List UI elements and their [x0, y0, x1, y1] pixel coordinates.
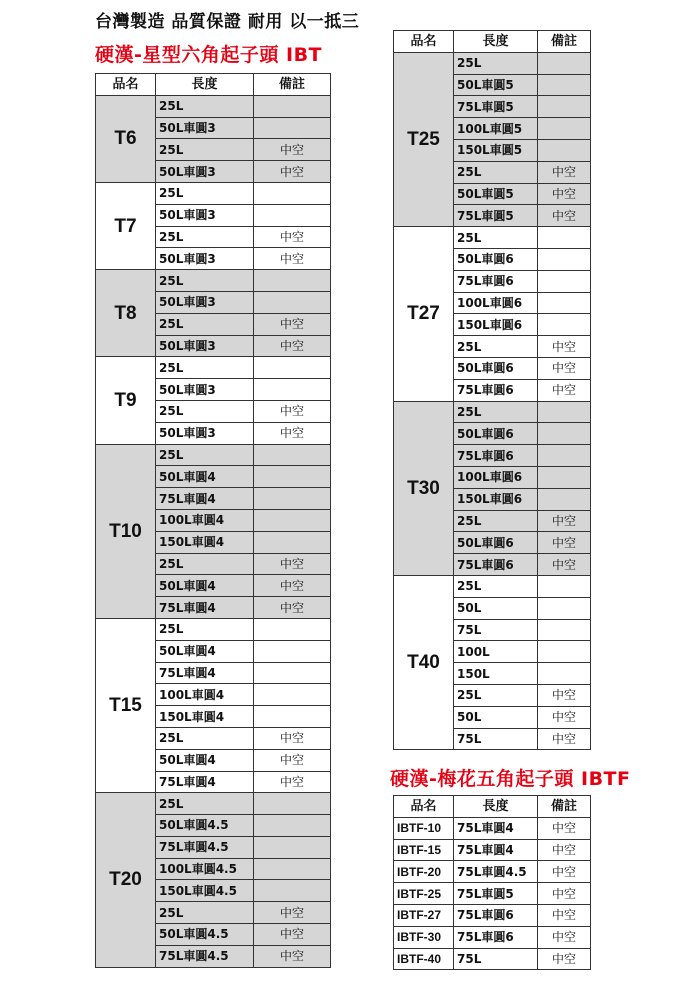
- note-cell: 中空: [538, 706, 591, 728]
- note-cell: [254, 357, 331, 379]
- note-cell: [254, 706, 331, 728]
- length-cell: 75L車圓5: [454, 96, 538, 118]
- note-cell: 中空: [538, 948, 591, 970]
- product-code-cell: IBTF-27: [394, 904, 454, 926]
- header-row: [394, 796, 591, 818]
- note-cell: [538, 641, 591, 663]
- note-cell: [254, 488, 331, 510]
- length-cell: 50L車圓4.5: [156, 815, 254, 837]
- note-cell: 中空: [254, 749, 331, 771]
- length-cell: 100L車圓5: [454, 118, 538, 140]
- length-cell: 25L: [156, 793, 254, 815]
- table-row: [96, 618, 331, 640]
- note-cell: 中空: [254, 248, 331, 270]
- note-cell: [538, 74, 591, 96]
- note-cell: [538, 466, 591, 488]
- table-header: [96, 74, 331, 96]
- length-cell: 100L: [454, 641, 538, 663]
- table-row: [394, 817, 591, 839]
- length-cell: 75L車圓4: [156, 488, 254, 510]
- note-cell: 中空: [254, 139, 331, 161]
- note-cell: [538, 292, 591, 314]
- column-header-name: 品名: [394, 796, 454, 818]
- note-cell: 中空: [254, 400, 331, 422]
- length-cell: 75L車圓6: [454, 379, 538, 401]
- product-code-cell: IBTF-20: [394, 861, 454, 883]
- note-cell: 中空: [538, 205, 591, 227]
- product-name-cell: T25: [394, 52, 454, 226]
- table-body: [394, 817, 591, 970]
- note-cell: [254, 182, 331, 204]
- note-cell: [254, 117, 331, 139]
- product-name-cell: T8: [96, 270, 156, 357]
- length-cell: 75L車圓6: [454, 270, 538, 292]
- column-header-length: 長度: [454, 796, 538, 818]
- note-cell: 中空: [254, 924, 331, 946]
- length-cell: 50L車圓6: [454, 248, 538, 270]
- length-cell: 50L車圓4: [156, 749, 254, 771]
- length-cell: 50L: [454, 706, 538, 728]
- length-cell: 25L: [156, 139, 254, 161]
- length-cell: 25L: [156, 727, 254, 749]
- note-cell: [254, 509, 331, 531]
- note-cell: [538, 663, 591, 685]
- slogan-heading: 台灣製造 品質保證 耐用 以一抵三: [95, 12, 360, 32]
- note-cell: [254, 858, 331, 880]
- length-cell: 75L: [454, 728, 538, 750]
- length-cell: 50L: [454, 597, 538, 619]
- table-body: [96, 95, 331, 967]
- column-header-name: 品名: [394, 31, 454, 53]
- column-header-note: 備註: [538, 796, 591, 818]
- length-cell: 75L車圓5: [454, 883, 538, 905]
- note-cell: 中空: [538, 817, 591, 839]
- length-cell: 75L車圓4: [156, 662, 254, 684]
- length-cell: 75L車圓6: [454, 904, 538, 926]
- length-cell: 75L車圓4: [156, 771, 254, 793]
- length-cell: 25L: [454, 575, 538, 597]
- note-cell: [538, 445, 591, 467]
- ibtf-section-title: 硬漢-梅花五角起子頭 IBTF: [390, 768, 631, 790]
- length-cell: 50L車圓3: [156, 248, 254, 270]
- note-cell: 中空: [538, 532, 591, 554]
- length-cell: 100L車圓4: [156, 509, 254, 531]
- length-cell: 25L: [156, 313, 254, 335]
- product-code-cell: IBTF-15: [394, 839, 454, 861]
- note-cell: [254, 444, 331, 466]
- length-cell: 25L: [454, 510, 538, 532]
- length-cell: 100L車圓4: [156, 684, 254, 706]
- table-row: [394, 839, 591, 861]
- length-cell: 150L車圓4: [156, 531, 254, 553]
- note-cell: [538, 597, 591, 619]
- length-cell: 75L車圓4.5: [454, 861, 538, 883]
- header-row: [96, 74, 331, 96]
- length-cell: 50L車圓4.5: [156, 924, 254, 946]
- note-cell: 中空: [254, 161, 331, 183]
- note-cell: 中空: [538, 926, 591, 948]
- table-row: [96, 357, 331, 379]
- column-header-note: 備註: [254, 74, 331, 96]
- note-cell: [538, 248, 591, 270]
- note-cell: [254, 618, 331, 640]
- note-cell: [538, 118, 591, 140]
- length-cell: 75L車圓5: [454, 205, 538, 227]
- column-header-length: 長度: [156, 74, 254, 96]
- length-cell: 25L: [156, 618, 254, 640]
- note-cell: [254, 836, 331, 858]
- note-cell: [538, 575, 591, 597]
- column-header-note: 備註: [538, 31, 591, 53]
- note-cell: 中空: [538, 336, 591, 358]
- product-name-cell: T20: [96, 793, 156, 967]
- length-cell: 25L: [156, 226, 254, 248]
- length-cell: 25L: [156, 182, 254, 204]
- note-cell: 中空: [254, 422, 331, 444]
- table-row: [394, 575, 591, 597]
- note-cell: [538, 423, 591, 445]
- length-cell: 75L車圓4: [454, 839, 538, 861]
- length-cell: 25L: [156, 357, 254, 379]
- table-row: [394, 227, 591, 249]
- note-cell: 中空: [254, 597, 331, 619]
- note-cell: 中空: [538, 161, 591, 183]
- product-name-cell: T30: [394, 401, 454, 575]
- length-cell: 50L車圓3: [156, 117, 254, 139]
- product-name-cell: T40: [394, 575, 454, 749]
- length-cell: 100L車圓4.5: [156, 858, 254, 880]
- product-name-cell: T10: [96, 444, 156, 618]
- length-cell: 75L車圓6: [454, 554, 538, 576]
- ibt-spec-table-left: [95, 73, 331, 968]
- note-cell: 中空: [254, 575, 331, 597]
- table-row: [394, 948, 591, 970]
- note-cell: 中空: [538, 379, 591, 401]
- length-cell: 50L車圓3: [156, 335, 254, 357]
- table-row: [96, 95, 331, 117]
- length-cell: 150L車圓6: [454, 488, 538, 510]
- length-cell: 25L: [156, 270, 254, 292]
- note-cell: [254, 531, 331, 553]
- note-cell: [254, 270, 331, 292]
- length-cell: 75L車圓6: [454, 445, 538, 467]
- note-cell: [254, 291, 331, 313]
- product-name-cell: T9: [96, 357, 156, 444]
- product-name-cell: T27: [394, 227, 454, 401]
- length-cell: 75L車圓6: [454, 926, 538, 948]
- ibtf-spec-table: [393, 795, 591, 970]
- note-cell: 中空: [538, 839, 591, 861]
- length-cell: 100L車圓6: [454, 292, 538, 314]
- note-cell: [538, 401, 591, 423]
- note-cell: [254, 379, 331, 401]
- length-cell: 75L: [454, 619, 538, 641]
- note-cell: [538, 139, 591, 161]
- length-cell: 50L車圓4: [156, 575, 254, 597]
- table-header: [394, 796, 591, 818]
- table-body: [394, 52, 591, 750]
- length-cell: 50L車圓6: [454, 357, 538, 379]
- length-cell: 75L車圓4.5: [156, 836, 254, 858]
- length-cell: 50L車圓3: [156, 422, 254, 444]
- note-cell: [254, 684, 331, 706]
- ibt-section-title: 硬漢-星型六角起子頭 IBT: [95, 44, 323, 66]
- length-cell: 50L車圓3: [156, 161, 254, 183]
- note-cell: [254, 815, 331, 837]
- note-cell: 中空: [538, 861, 591, 883]
- product-code-cell: IBTF-25: [394, 883, 454, 905]
- note-cell: [254, 880, 331, 902]
- length-cell: 50L車圓3: [156, 291, 254, 313]
- note-cell: 中空: [538, 357, 591, 379]
- note-cell: [254, 640, 331, 662]
- length-cell: 150L車圓5: [454, 139, 538, 161]
- note-cell: [538, 52, 591, 74]
- note-cell: [254, 95, 331, 117]
- column-header-length: 長度: [454, 31, 538, 53]
- length-cell: 25L: [156, 444, 254, 466]
- header-row: [394, 31, 591, 53]
- product-code-cell: IBTF-30: [394, 926, 454, 948]
- note-cell: [254, 466, 331, 488]
- note-cell: 中空: [538, 728, 591, 750]
- length-cell: 50L車圓5: [454, 183, 538, 205]
- note-cell: 中空: [538, 684, 591, 706]
- note-cell: [538, 619, 591, 641]
- note-cell: 中空: [254, 945, 331, 967]
- length-cell: 25L: [156, 902, 254, 924]
- table-row: [394, 401, 591, 423]
- length-cell: 150L車圓6: [454, 314, 538, 336]
- product-code-cell: IBTF-10: [394, 817, 454, 839]
- table-row: [394, 861, 591, 883]
- note-cell: [538, 314, 591, 336]
- note-cell: [538, 270, 591, 292]
- product-code-cell: IBTF-40: [394, 948, 454, 970]
- length-cell: 150L車圓4.5: [156, 880, 254, 902]
- length-cell: 25L: [156, 95, 254, 117]
- note-cell: [254, 793, 331, 815]
- table-row: [394, 926, 591, 948]
- note-cell: [254, 662, 331, 684]
- table-row: [394, 52, 591, 74]
- length-cell: 25L: [454, 684, 538, 706]
- product-name-cell: T6: [96, 95, 156, 182]
- note-cell: 中空: [538, 883, 591, 905]
- note-cell: 中空: [538, 904, 591, 926]
- note-cell: [254, 204, 331, 226]
- note-cell: 中空: [254, 313, 331, 335]
- table-row: [96, 793, 331, 815]
- length-cell: 150L: [454, 663, 538, 685]
- length-cell: 75L車圓4.5: [156, 945, 254, 967]
- note-cell: 中空: [254, 553, 331, 575]
- product-name-cell: T15: [96, 618, 156, 792]
- note-cell: [538, 96, 591, 118]
- note-cell: 中空: [254, 771, 331, 793]
- note-cell: 中空: [254, 902, 331, 924]
- table-row: [394, 883, 591, 905]
- length-cell: 50L車圓3: [156, 204, 254, 226]
- note-cell: [538, 488, 591, 510]
- note-cell: 中空: [538, 554, 591, 576]
- ibt-spec-table-right: [393, 30, 591, 750]
- length-cell: 50L車圓6: [454, 423, 538, 445]
- length-cell: 50L車圓4: [156, 466, 254, 488]
- note-cell: 中空: [254, 335, 331, 357]
- length-cell: 75L車圓4: [156, 597, 254, 619]
- product-name-cell: T7: [96, 182, 156, 269]
- table-header: [394, 31, 591, 53]
- length-cell: 150L車圓4: [156, 706, 254, 728]
- length-cell: 25L: [454, 161, 538, 183]
- length-cell: 25L: [454, 52, 538, 74]
- length-cell: 25L: [454, 336, 538, 358]
- note-cell: 中空: [538, 183, 591, 205]
- length-cell: 100L車圓6: [454, 466, 538, 488]
- table-row: [394, 904, 591, 926]
- note-cell: [538, 227, 591, 249]
- column-header-name: 品名: [96, 74, 156, 96]
- length-cell: 25L: [156, 553, 254, 575]
- table-row: [96, 444, 331, 466]
- length-cell: 50L車圓4: [156, 640, 254, 662]
- length-cell: 50L車圓3: [156, 379, 254, 401]
- length-cell: 75L: [454, 948, 538, 970]
- table-row: [96, 270, 331, 292]
- length-cell: 25L: [454, 401, 538, 423]
- length-cell: 75L車圓4: [454, 817, 538, 839]
- note-cell: 中空: [254, 727, 331, 749]
- length-cell: 50L車圓6: [454, 532, 538, 554]
- length-cell: 50L車圓5: [454, 74, 538, 96]
- note-cell: 中空: [254, 226, 331, 248]
- length-cell: 25L: [454, 227, 538, 249]
- length-cell: 25L: [156, 400, 254, 422]
- table-row: [96, 182, 331, 204]
- note-cell: 中空: [538, 510, 591, 532]
